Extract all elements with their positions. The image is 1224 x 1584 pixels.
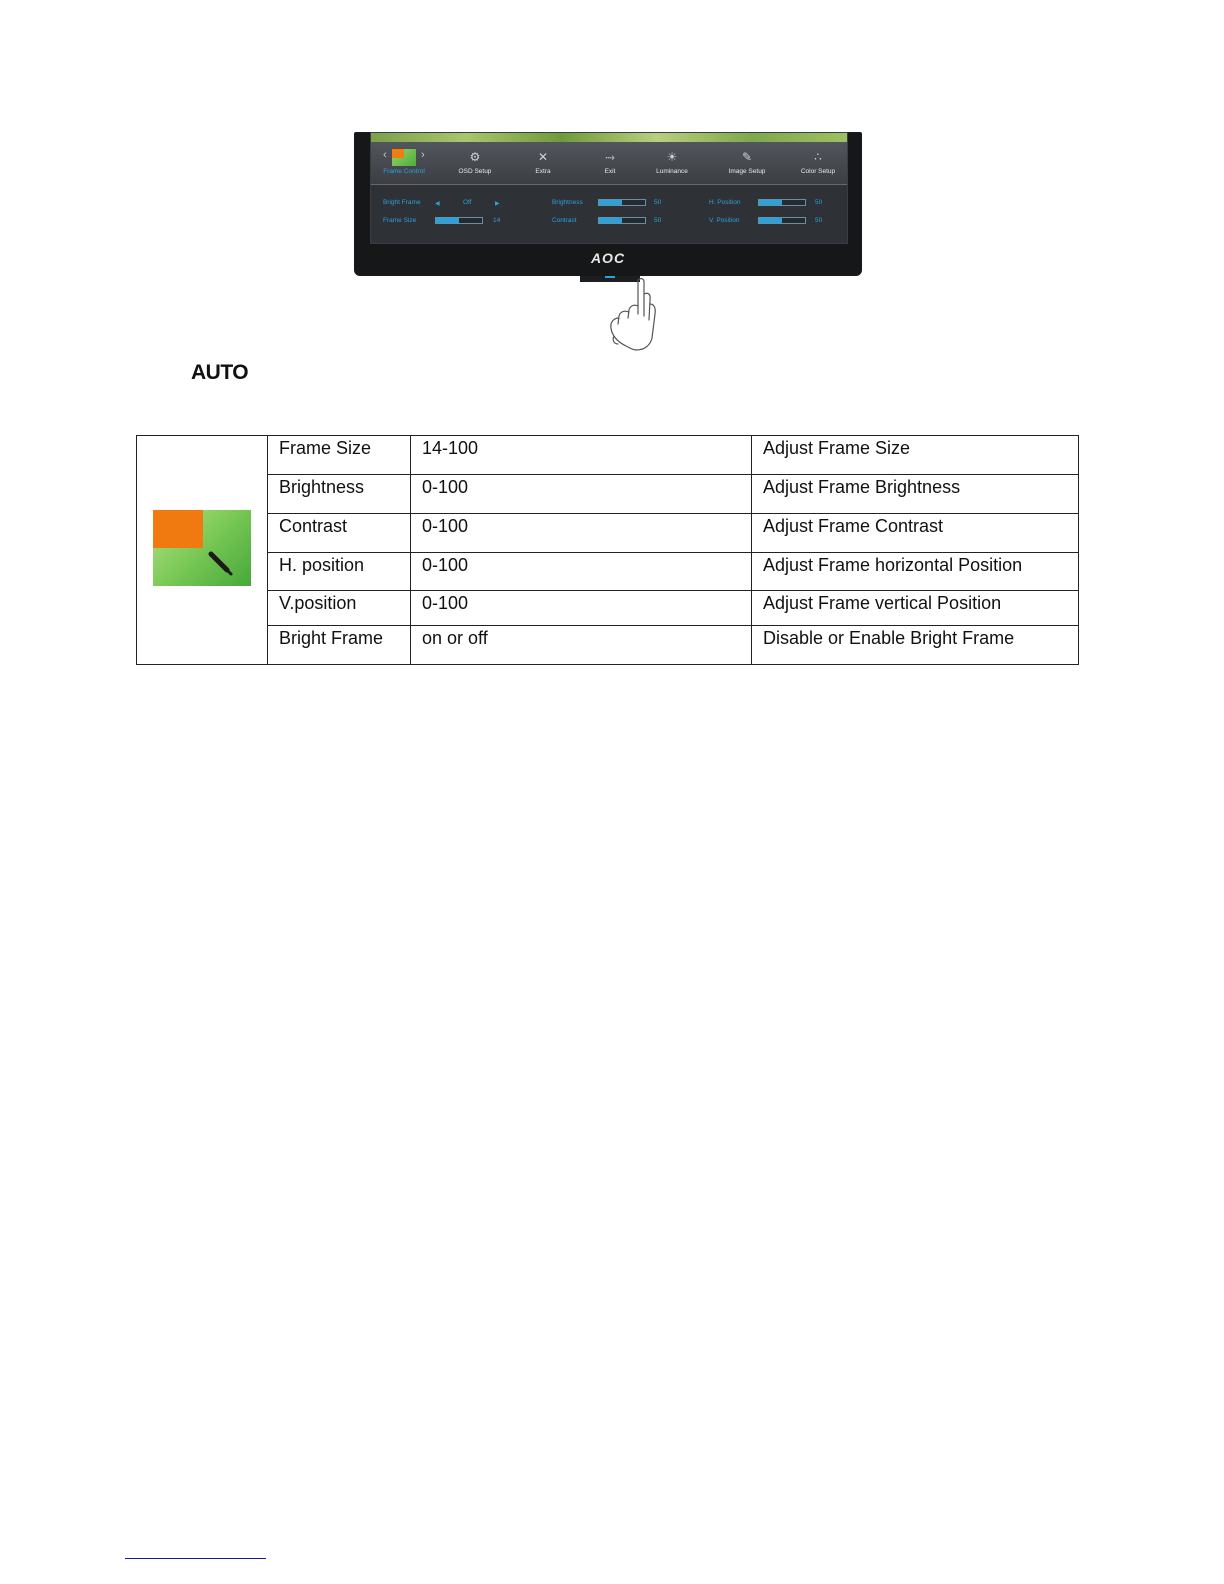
- wallpaper-strip: [371, 133, 847, 142]
- row-description: Adjust Frame vertical Position: [752, 591, 1079, 626]
- row-name: Contrast: [268, 514, 411, 553]
- h-position-label: H. Position: [709, 199, 741, 206]
- frame-icon: [371, 146, 437, 168]
- frame-size-value: 14: [493, 217, 501, 224]
- h-position-slider[interactable]: [758, 199, 806, 206]
- row-range: on or off: [411, 626, 752, 665]
- osd-tab-exit[interactable]: ⤑ Exit: [577, 146, 643, 175]
- osd-parameters: [371, 189, 847, 239]
- arrow-right-icon[interactable]: ▶: [495, 201, 500, 207]
- h-position-value: 50: [815, 199, 823, 206]
- osd-tab-extra[interactable]: ✕ Extra: [510, 146, 576, 175]
- osd-tab-image-setup[interactable]: ✎ Image Setup: [714, 146, 780, 175]
- frame-size-slider[interactable]: [435, 217, 483, 224]
- row-name: Bright Frame: [268, 626, 411, 665]
- row-range: 0-100: [411, 475, 752, 514]
- brightness-slider[interactable]: [598, 199, 646, 206]
- section-heading: AUTO: [191, 361, 249, 384]
- row-range: 0-100: [411, 553, 752, 591]
- row-name: Frame Size: [268, 436, 411, 475]
- row-description: Disable or Enable Bright Frame: [752, 626, 1079, 665]
- osd-tab-frame-control[interactable]: Frame Control: [371, 146, 437, 175]
- arrow-left-icon[interactable]: ◀: [435, 201, 440, 207]
- table-row: [137, 591, 1079, 626]
- v-position-value: 50: [815, 217, 823, 224]
- frame-control-table: [136, 435, 1079, 665]
- table-row: [137, 626, 1079, 665]
- row-description: Adjust Frame Brightness: [752, 475, 1079, 514]
- row-description: Adjust Frame Contrast: [752, 514, 1079, 553]
- pointing-hand-icon: [602, 276, 672, 354]
- osd-tab-luminance[interactable]: ☀ Luminance: [639, 146, 705, 175]
- brightness-value: 50: [654, 199, 662, 206]
- contrast-label: Contrast: [552, 217, 577, 224]
- row-range: 14-100: [411, 436, 752, 475]
- exit-icon: ⤑: [605, 150, 615, 164]
- osd-tab-osd-setup[interactable]: ⚙ OSD Setup: [442, 146, 508, 175]
- row-name: V.position: [268, 591, 411, 626]
- tools-icon: ✕: [537, 150, 549, 164]
- osd-tab-color-setup[interactable]: ∴ Color Setup: [785, 146, 848, 175]
- contrast-value: 50: [654, 217, 662, 224]
- chevron-left-icon[interactable]: ‹: [383, 149, 387, 161]
- footer-rule: [125, 1558, 266, 1559]
- gear-icon: ⚙: [469, 150, 481, 164]
- frame-control-icon: [153, 510, 251, 586]
- monitor-screen: [370, 132, 848, 244]
- brand-logo: AOC: [590, 250, 626, 266]
- v-position-label: V. Position: [709, 217, 740, 224]
- frame-size-label: Frame Size: [383, 217, 417, 224]
- monitor-figure: [340, 128, 872, 360]
- table-row: [137, 436, 1079, 475]
- table-row: [137, 553, 1079, 591]
- contrast-slider[interactable]: [598, 217, 646, 224]
- v-position-slider[interactable]: [758, 217, 806, 224]
- table-row: [137, 514, 1079, 553]
- image-icon: ✎: [741, 150, 753, 164]
- row-name: Brightness: [268, 475, 411, 514]
- bright-frame-label: Bright Frame: [383, 199, 421, 206]
- monitor-bezel: [354, 132, 862, 276]
- brightness-label: Brightness: [552, 199, 583, 206]
- row-description: Adjust Frame Size: [752, 436, 1079, 475]
- sun-icon: ☀: [666, 150, 678, 164]
- row-description: Adjust Frame horizontal Position: [752, 553, 1079, 591]
- osd-menu-bar: [371, 142, 847, 185]
- row-name: H. position: [268, 553, 411, 591]
- row-range: 0-100: [411, 514, 752, 553]
- table-row: [137, 475, 1079, 514]
- row-range: 0-100: [411, 591, 752, 626]
- frame-control-icon-cell: [137, 436, 268, 665]
- color-icon: ∴: [814, 150, 822, 164]
- bright-frame-value[interactable]: Off: [463, 199, 472, 206]
- chevron-right-icon[interactable]: ›: [421, 149, 425, 161]
